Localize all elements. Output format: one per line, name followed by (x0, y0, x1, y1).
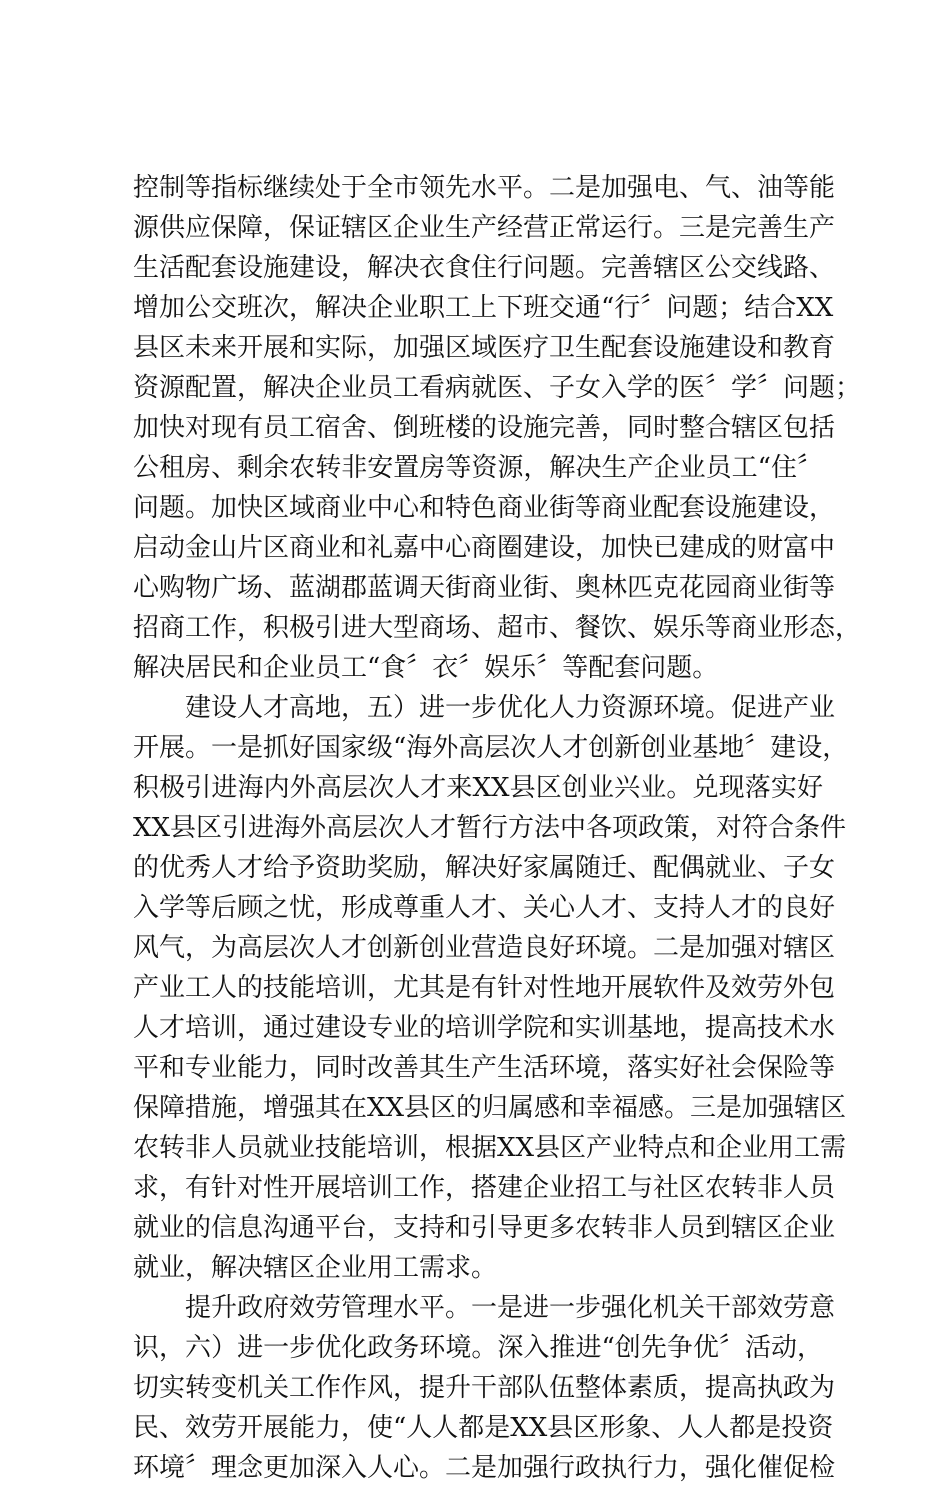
text-line: 求，有针对性开展培训工作，搭建企业招工与社区农转非人员 (133, 1173, 836, 1203)
text-line: 启动金山片区商业和礼嘉中心商圈建设，加快已建成的财富中 (133, 533, 836, 563)
text-line: 加快对现有员工宿舍、倒班楼的设施完善，同时整合辖区包括 (133, 413, 836, 443)
text-line: 公租房、剩余农转非安置房等资源，解决生产企业员工“住〞 (133, 453, 823, 483)
text-line: 识，六）进一步优化政务环境。深入推进“创先争优〞活动， (133, 1333, 823, 1363)
text-line: 开展。一是抓好国家级“海外高层次人才创新创业基地〞建设， (133, 733, 849, 763)
text-line: 保障措施，增强其在XX县区的归属感和幸福感。三是加强辖区 (133, 1093, 847, 1123)
text-line: 县区未来开展和实际，加强区域医疗卫生配套设施建设和教育 (133, 333, 836, 363)
text-line: 生活配套设施建设，解决衣食住行问题。完善辖区公交线路、 (133, 253, 836, 283)
text-line: 积极引进海内外高层次人才来XX县区创业兴业。兑现落实好 (133, 773, 823, 803)
text-line: 入学等后顾之忧，形成尊重人才、关心人才、支持人才的良好 (133, 893, 836, 923)
paragraph-end-line: 就业，解决辖区企业用工需求。 (133, 1253, 498, 1283)
text-line: 招商工作，积极引进大型商场、超市、餐饮、娱乐等商业形态， (133, 613, 862, 643)
text-line: 的优秀人才给予资助奖励，解决好家属随迁、配偶就业、子女 (133, 853, 836, 883)
text-line: 风气，为高层次人才创新创业营造良好环境。二是加强对辖区 (133, 933, 836, 963)
text-line: 增加公交班次，解决企业职工上下班交通“行〞问题；结合XX (133, 293, 834, 323)
text-line: 切实转变机关工作作风，提升干部队伍整体素质，提高执政为 (133, 1373, 836, 1403)
text-line: XX县区引进海外高层次人才暂行方法中各项政策，对符合条件 (133, 813, 847, 843)
text-line: 就业的信息沟通平台，支持和引导更多农转非人员到辖区企业 (133, 1213, 836, 1243)
text-line: 农转非人员就业技能培训，根据XX县区产业特点和企业用工需 (133, 1133, 847, 1163)
text-line: 问题。加快区域商业中心和特色商业街等商业配套设施建设， (133, 493, 836, 523)
paragraph-start-line: 提升政府效劳管理水平。一是进一步强化机关干部效劳意 (185, 1293, 836, 1323)
paragraph-end-line: 解决居民和企业员工“食〞衣〞娱乐〞等配套问题。 (133, 653, 719, 683)
text-line: 源供应保障，保证辖区企业生产经营正常运行。三是完善生产 (133, 213, 836, 243)
text-line: 人才培训，通过建设专业的培训学院和实训基地，提高技术水 (133, 1013, 836, 1043)
text-line: 环境〞理念更加深入人心。二是加强行政执行力，强化催促检 (133, 1453, 836, 1483)
text-line: 平和专业能力，同时改善其生产生活环境，落实好社会保险等 (133, 1053, 836, 1083)
text-line: 资源配置，解决企业员工看病就医、子女入学的医〞学〞问题； (133, 373, 862, 403)
paragraph-start-line: 建设人才高地，五）进一步优化人力资源环境。促进产业 (185, 693, 836, 723)
text-line: 民、效劳开展能力，使“人人都是XX县区形象、人人都是投资 (133, 1413, 834, 1443)
text-line: 产业工人的技能培训，尤其是有针对性地开展软件及效劳外包 (133, 973, 836, 1003)
body-text (133, 168, 862, 1488)
text-line: 控制等指标继续处于全市领先水平。二是加强电、气、油等能 (133, 173, 836, 203)
text-line: 心购物广场、蓝湖郡蓝调天街商业街、奥林匹克花园商业街等 (133, 573, 836, 603)
